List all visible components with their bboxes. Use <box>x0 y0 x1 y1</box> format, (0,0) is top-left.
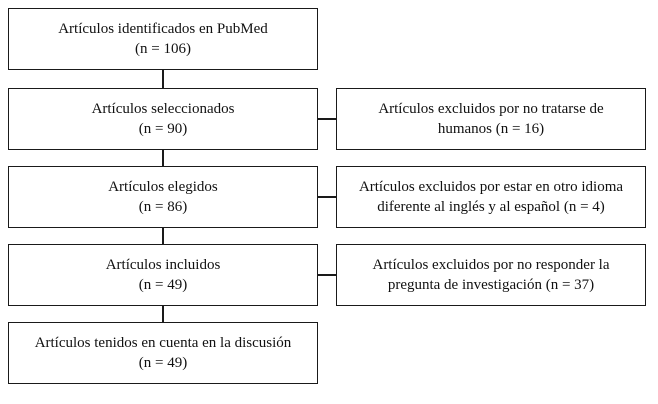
box-identified-label: Artículos identificados en PubMed <box>58 21 268 37</box>
connector-selected-excluded <box>318 118 336 120</box>
connector-eligible-excluded <box>318 196 336 198</box>
connector-selected-eligible <box>162 150 164 166</box>
box-discussion <box>8 322 318 384</box>
box-excluded-question <box>336 244 646 306</box>
box-selected-count: (n = 90) <box>138 121 188 137</box>
connector-eligible-included <box>162 228 164 244</box>
box-eligible <box>8 166 318 228</box>
box-discussion-count: (n = 49) <box>138 355 188 371</box>
box-excluded-language-line1: Artículos excluidos por estar en otro idioma <box>358 179 624 195</box>
connector-included-discussion <box>162 306 164 322</box>
box-excluded-language <box>336 166 646 228</box>
box-included <box>8 244 318 306</box>
box-eligible-count: (n = 86) <box>138 199 188 215</box>
box-selected <box>8 88 318 150</box>
box-excluded-nonhuman-line1: Artículos excluidos por no tratarse de <box>378 101 604 117</box>
box-eligible-label: Artículos elegidos <box>108 179 218 195</box>
box-excluded-question-line2: pregunta de investigación (n = 37) <box>387 277 595 293</box>
box-excluded-nonhuman-line2: humanos (n = 16) <box>437 121 545 137</box>
box-discussion-label: Artículos tenidos en cuenta en la discusión <box>34 335 292 351</box>
box-included-label: Artículos incluidos <box>105 257 221 273</box>
connector-identified-selected <box>162 70 164 88</box>
box-identified-count: (n = 106) <box>135 41 191 57</box>
box-included-count: (n = 49) <box>138 277 188 293</box>
box-selected-label: Artículos seleccionados <box>91 101 235 117</box>
connector-included-excluded <box>318 274 336 276</box>
box-excluded-question-line1: Artículos excluidos por no responder la <box>372 257 610 273</box>
box-excluded-language-line2: diferente al inglés y al español (n = 4) <box>377 199 605 215</box>
box-identified <box>8 8 318 70</box>
box-excluded-nonhuman <box>336 88 646 150</box>
